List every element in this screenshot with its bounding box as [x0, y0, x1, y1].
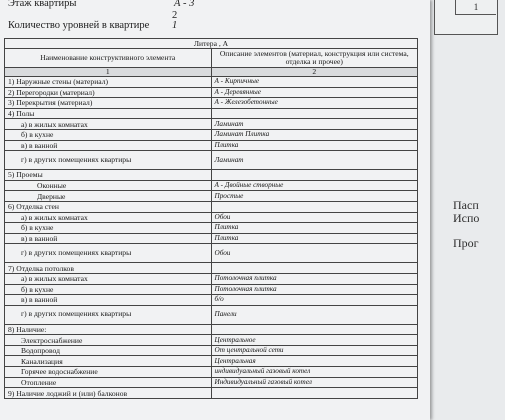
element-description-cell: Ламинат	[211, 151, 418, 170]
element-description-cell: Ламинат Плитка	[211, 129, 418, 140]
table-row	[5, 77, 418, 88]
table-row	[5, 119, 418, 130]
element-description-cell	[211, 201, 418, 212]
column-header-element: Наименование конструктивного элемента	[5, 49, 212, 68]
back-page-cell: 1	[455, 0, 496, 15]
element-name-cell: 7) Отделка потолков	[5, 263, 212, 274]
table-row	[5, 244, 418, 263]
table-row	[5, 140, 418, 151]
column-header-description: Описание элементов (материал, конструкция или система, отделка и прочее)	[211, 49, 418, 68]
element-name-cell: 8) Наличие:	[5, 324, 212, 335]
element-name-cell: б) в кухне	[5, 129, 212, 140]
element-name-cell: б) в кухне	[5, 223, 212, 234]
floor-value: А - 3	[174, 0, 195, 9]
back-page-text: Прог	[453, 236, 479, 250]
element-description-cell: Плитка	[211, 223, 418, 234]
element-description-cell: Индивидуальный газовый котел	[211, 377, 418, 388]
column-number-row	[5, 68, 418, 77]
element-description-cell: Обои	[211, 244, 418, 263]
table-row	[5, 324, 418, 335]
back-page-text: Испо	[453, 211, 480, 225]
table-row	[5, 180, 418, 191]
table-row	[5, 273, 418, 284]
element-name-cell: 1) Наружные стены (материал)	[5, 77, 212, 88]
element-name-cell: Канализация	[5, 356, 212, 367]
table-row	[5, 305, 418, 324]
element-description-cell: Потолочная плитка	[211, 273, 418, 284]
column-number: 1	[5, 68, 212, 77]
levels-line	[8, 20, 178, 31]
table-row	[5, 129, 418, 140]
column-number: 2	[211, 68, 418, 77]
element-description-cell: Центральное	[211, 335, 418, 346]
element-description-cell: Ламинат	[211, 119, 418, 130]
element-description-cell: А - Железобетонные	[211, 98, 418, 109]
element-name-cell: в) в ванной	[5, 295, 212, 306]
element-name-cell: Оконные	[5, 180, 212, 191]
table-row	[5, 191, 418, 202]
element-description-cell: А - Кирпичные	[211, 77, 418, 88]
element-name-cell: а) в жилых комнатах	[5, 273, 212, 284]
element-name-cell: б) в кухне	[5, 284, 212, 295]
element-name-cell: в) в ванной	[5, 233, 212, 244]
element-description-cell: б/о	[211, 295, 418, 306]
element-name-cell: г) в других помещениях квартиры	[5, 305, 212, 324]
element-name-cell: 4) Полы	[5, 108, 212, 119]
litera-row	[5, 39, 418, 49]
element-name-cell: 2) Перегородки (материал)	[5, 87, 212, 98]
element-description-cell: Потолочная плитка	[211, 284, 418, 295]
element-description-cell	[211, 170, 418, 181]
element-name-cell: г) в других помещениях квартиры	[5, 244, 212, 263]
element-name-cell: 9) Наличие лоджий и (или) балконов	[5, 388, 212, 399]
table-row	[5, 87, 418, 98]
levels-value: 1	[172, 20, 178, 31]
element-description-cell: От центральной сети	[211, 345, 418, 356]
table-row	[5, 233, 418, 244]
element-name-cell: 3) Перекрытия (материал)	[5, 98, 212, 109]
element-description-cell: Обои	[211, 212, 418, 223]
element-name-cell: а) в жилых комнатах	[5, 212, 212, 223]
element-name-cell: в) в ванной	[5, 140, 212, 151]
table-row	[5, 170, 418, 181]
table-row	[5, 356, 418, 367]
table-row	[5, 263, 418, 274]
element-description-cell: Плитка	[211, 140, 418, 151]
table-row	[5, 284, 418, 295]
element-description-cell	[211, 388, 418, 399]
table-row	[5, 345, 418, 356]
element-description-cell: А - Двойные створные	[211, 180, 418, 191]
levels-top-value: 2	[172, 10, 178, 21]
litera-cell: Литера , А	[5, 39, 418, 49]
table-row	[5, 212, 418, 223]
element-name-cell: Горячее водоснабжение	[5, 367, 212, 378]
element-name-cell: Отопление	[5, 377, 212, 388]
table-row	[5, 108, 418, 119]
element-description-cell: индивидуальный газовый котел	[211, 367, 418, 378]
table-row	[5, 388, 418, 399]
table-row	[5, 98, 418, 109]
floor-label: Этаж квартиры	[8, 0, 77, 9]
element-description-cell	[211, 108, 418, 119]
element-description-cell: Плитка	[211, 233, 418, 244]
element-description-cell: Панели	[211, 305, 418, 324]
element-name-cell: а) в жилых комнатах	[5, 119, 212, 130]
element-name-cell: Электроснабжение	[5, 335, 212, 346]
table-row	[5, 295, 418, 306]
element-description-cell: Центральная	[211, 356, 418, 367]
table-row	[5, 377, 418, 388]
element-description-cell	[211, 263, 418, 274]
table-row	[5, 223, 418, 234]
back-page-table-fragment	[434, 0, 498, 35]
back-page-text: Пасп	[453, 198, 479, 212]
column-header-row	[5, 49, 418, 68]
element-name-cell: г) в других помещениях квартиры	[5, 151, 212, 170]
table-row	[5, 201, 418, 212]
element-name-cell: Дверные	[5, 191, 212, 202]
element-description-cell: Простые	[211, 191, 418, 202]
table-row	[5, 335, 418, 346]
element-description-cell	[211, 324, 418, 335]
table-row	[5, 151, 418, 170]
element-name-cell: 6) Отделка стен	[5, 201, 212, 212]
back-page	[425, 0, 505, 420]
element-description-cell: А - Деревянные	[211, 87, 418, 98]
element-name-cell: 5) Проемы	[5, 170, 212, 181]
table-row	[5, 367, 418, 378]
floor-line	[8, 0, 195, 9]
element-name-cell: Водопровод	[5, 345, 212, 356]
levels-label: Количество уровней в квартире	[8, 20, 150, 31]
construction-elements-table	[4, 38, 418, 399]
